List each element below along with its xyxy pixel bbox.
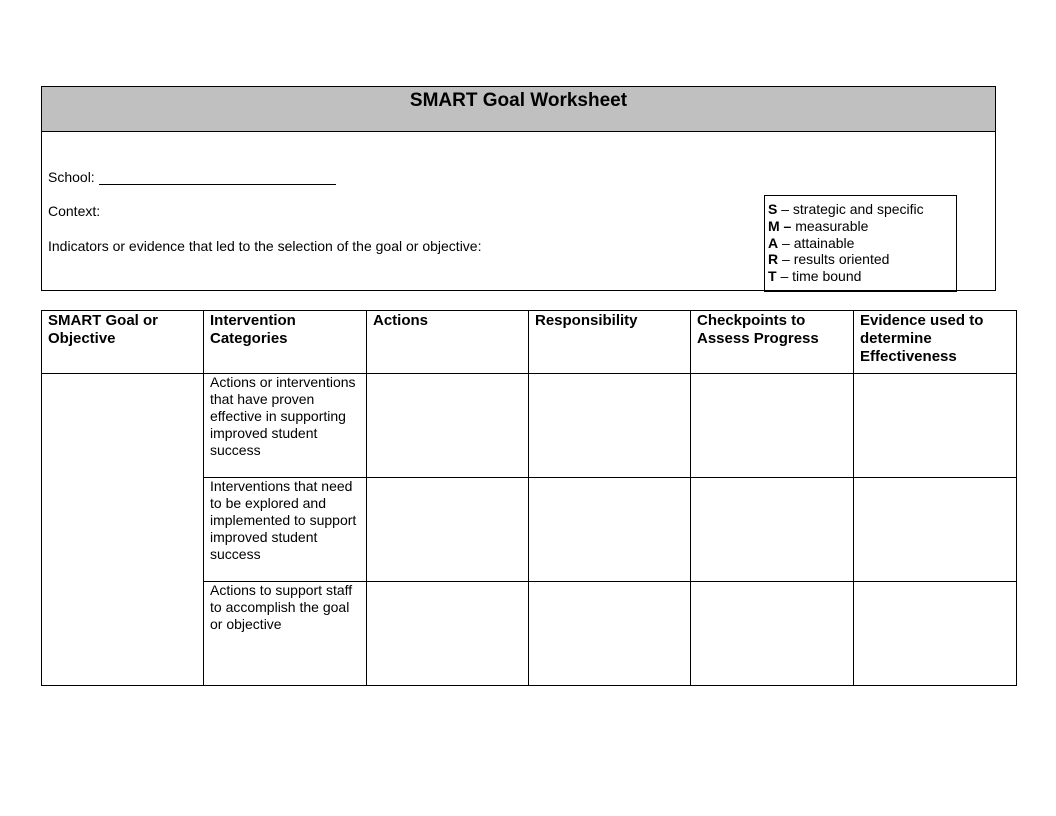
evidence-cell[interactable] <box>854 478 1017 582</box>
actions-cell[interactable] <box>367 374 529 478</box>
smart-legend-item-a: A – attainable <box>768 234 855 251</box>
actions-cell[interactable] <box>367 478 529 582</box>
header-actions: Actions <box>367 311 529 374</box>
school-field <box>48 169 336 185</box>
goal-planning-table <box>41 310 1017 686</box>
checkpoints-cell[interactable] <box>691 478 854 582</box>
smart-legend-item-r: R – results oriented <box>768 251 890 268</box>
category-cell-explore: Interventions that need to be explored and implemented to support improved student success <box>204 478 367 582</box>
checkpoints-cell[interactable] <box>691 374 854 478</box>
responsibility-cell[interactable] <box>529 582 691 686</box>
indicators-label: Indicators or evidence that led to the selection of the goal or objective: <box>48 238 482 254</box>
school-label: School: <box>48 169 95 185</box>
header-evidence: Evidence used to determine Effectiveness <box>854 311 1017 374</box>
evidence-cell[interactable] <box>854 374 1017 478</box>
responsibility-cell[interactable] <box>529 374 691 478</box>
smart-goal-cell[interactable] <box>42 374 204 686</box>
smart-legend <box>764 195 957 292</box>
header-responsibility: Responsibility <box>529 311 691 374</box>
responsibility-cell[interactable] <box>529 478 691 582</box>
school-blank-line[interactable] <box>99 169 336 185</box>
smart-legend-item-s: S – strategic and specific <box>768 201 924 217</box>
evidence-cell[interactable] <box>854 582 1017 686</box>
worksheet-title: SMART Goal Worksheet <box>42 87 995 132</box>
smart-legend-item-t: T – time bound <box>768 268 862 285</box>
category-cell-staff: Actions to support staff to accomplish the goal or objective <box>204 582 367 686</box>
worksheet-header-box <box>41 86 996 291</box>
category-cell-proven: Actions or interventions that have proven effective in supporting improved student success <box>204 374 367 478</box>
header-checkpoints: Checkpoints to Assess Progress <box>691 311 854 374</box>
header-smart-goal: SMART Goal or Objective <box>42 311 204 374</box>
checkpoints-cell[interactable] <box>691 582 854 686</box>
table-row <box>42 374 1017 478</box>
actions-cell[interactable] <box>367 582 529 686</box>
table-header-row <box>42 311 1017 374</box>
header-intervention-categories: Intervention Categories <box>204 311 367 374</box>
context-label: Context: <box>48 203 101 219</box>
smart-legend-item-m: M – measurable <box>768 217 869 234</box>
